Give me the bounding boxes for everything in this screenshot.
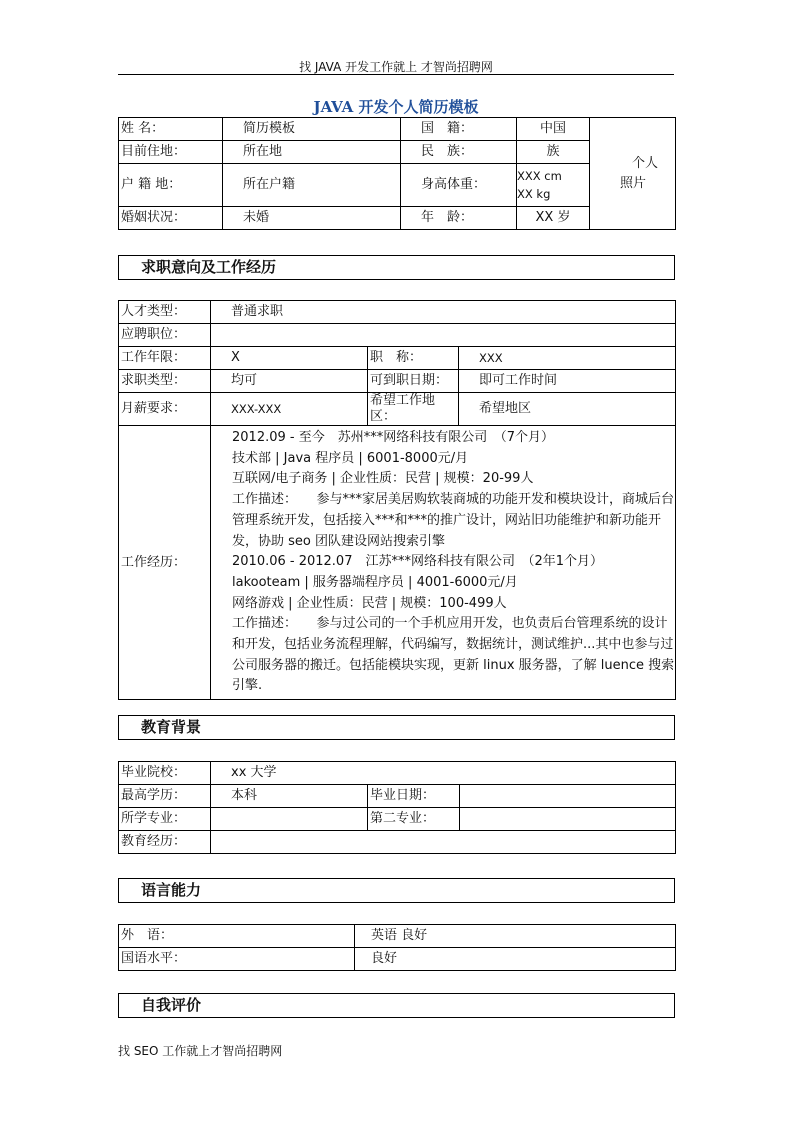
job-type-label: 求职类型： [119, 370, 211, 393]
hukou-label: 户 籍 地： [119, 164, 223, 207]
major-value [211, 808, 368, 831]
age-label: 年 龄： [401, 207, 517, 230]
exp2-role: lakooteam | 服务器端程序员 | 4001-6000元/月 [232, 574, 518, 590]
degree-label: 最高学历： [119, 785, 211, 808]
school-label: 毕业院校： [119, 762, 211, 785]
exp2-description: 工作描述： 参与过公司的一个手机应用开发，也负责后台管理系统的设计和开发，包括业务流程理解，代码编写，数据统计，测试维护...其中也参与过公司服务器的搬迁。包括能模块实现，更新 linux 服务器，了解 luence 搜索引擎. [232, 616, 675, 694]
major-label: 所学专业： [119, 808, 211, 831]
document-title: JAVA 开发个人简历模板 [313, 98, 479, 116]
education-history-value [211, 831, 676, 854]
job-type-value: 均可 [211, 370, 368, 393]
section-self-evaluation [118, 993, 675, 1018]
hukou-value: 所在户籍 [223, 164, 401, 207]
height-value: XXX cm [517, 169, 562, 183]
ethnicity-label: 民 族： [401, 141, 517, 164]
section-self-evaluation-title: 自我评价 [141, 996, 202, 1014]
years-value: X [211, 347, 368, 370]
section-education [118, 715, 675, 740]
grad-date-value [460, 785, 676, 808]
salary-value: XXX-XXX [211, 393, 368, 426]
name-value: 简历模板 [223, 118, 401, 141]
age-value: XX 岁 [517, 207, 590, 230]
position-value [211, 324, 676, 347]
available-label: 可到职日期： [368, 370, 459, 393]
section-language-title: 语言能力 [141, 881, 202, 899]
foreign-language-label: 外 语： [119, 925, 355, 948]
ethnicity-value: 族 [517, 141, 590, 164]
job-table [118, 300, 676, 700]
available-value: 即可工作时间 [459, 370, 676, 393]
header-divider [118, 74, 674, 75]
years-label: 工作年限： [119, 347, 211, 370]
school-value: xx 大学 [211, 762, 676, 785]
photo-placeholder [590, 118, 676, 230]
title-value: XXX [459, 347, 676, 370]
marital-label: 婚姻状况： [119, 207, 223, 230]
salary-label: 月薪要求： [119, 393, 211, 426]
nationality-value: 中国 [517, 118, 590, 141]
photo-label-line2: 照片 [620, 175, 647, 191]
exp2-header: 2010.06 - 2012.07 江苏***网络科技有限公司 （2年1个月） [232, 554, 604, 570]
nationality-label: 国 籍： [401, 118, 517, 141]
basic-info-table [118, 117, 676, 230]
language-table [118, 924, 676, 971]
second-major-value [460, 808, 676, 831]
marital-value: 未婚 [223, 207, 401, 230]
mandarin-value: 良好 [355, 948, 676, 971]
mandarin-label: 国语水平： [119, 948, 355, 971]
experience-content [211, 426, 676, 700]
location-value: 希望地区 [459, 393, 676, 426]
section-language [118, 878, 675, 903]
section-job-intent-title: 求职意向及工作经历 [141, 258, 277, 276]
page-footer: 找 SEO 工作就上才智尚招聘网 [118, 1044, 283, 1058]
exp1-description: 工作描述： 参与***家居美居购软装商城的功能开发和模块设计，商城后台管理系统开发，包括接入***和***的推广设计，网站旧功能维护和新功能开发，协助 seo 团队建设网站搜索引擎 [232, 492, 675, 549]
grad-date-label: 毕业日期： [368, 785, 460, 808]
name-label: 姓 名： [119, 118, 223, 141]
talent-type-label: 人才类型： [119, 301, 211, 324]
exp1-company-info: 互联网/电子商务 | 企业性质：民营 | 规模：20-99人 [232, 471, 534, 487]
section-education-title: 教育背景 [141, 718, 202, 736]
exp1-header: 2012.09 - 至今 苏州***网络科技有限公司 （7个月） [232, 430, 554, 445]
address-label: 目前住地： [119, 141, 223, 164]
height-weight-label: 身高体重： [401, 164, 517, 207]
experience-label: 工作经历： [119, 426, 211, 700]
title-label: 职 称： [368, 347, 459, 370]
second-major-label: 第二专业： [368, 808, 460, 831]
position-label: 应聘职位： [119, 324, 211, 347]
page-header: 找 JAVA 开发工作就上 才智尚招聘网 [299, 60, 493, 74]
address-value: 所在地 [223, 141, 401, 164]
exp1-role: 技术部 | Java 程序员 | 6001-8000元/月 [232, 450, 469, 466]
foreign-language-value: 英语 良好 [355, 925, 676, 948]
section-job-intent [118, 255, 675, 280]
degree-value: 本科 [211, 785, 368, 808]
photo-label-line1: 个人 [632, 155, 659, 171]
talent-type-value: 普通求职 [211, 301, 676, 324]
exp2-company-info: 网络游戏 | 企业性质：民营 | 规模：100-499人 [232, 595, 507, 611]
weight-value: XX kg [517, 187, 551, 201]
education-table [118, 761, 676, 854]
education-history-label: 教育经历： [119, 831, 211, 854]
location-label: 希望工作地区： [368, 393, 459, 426]
